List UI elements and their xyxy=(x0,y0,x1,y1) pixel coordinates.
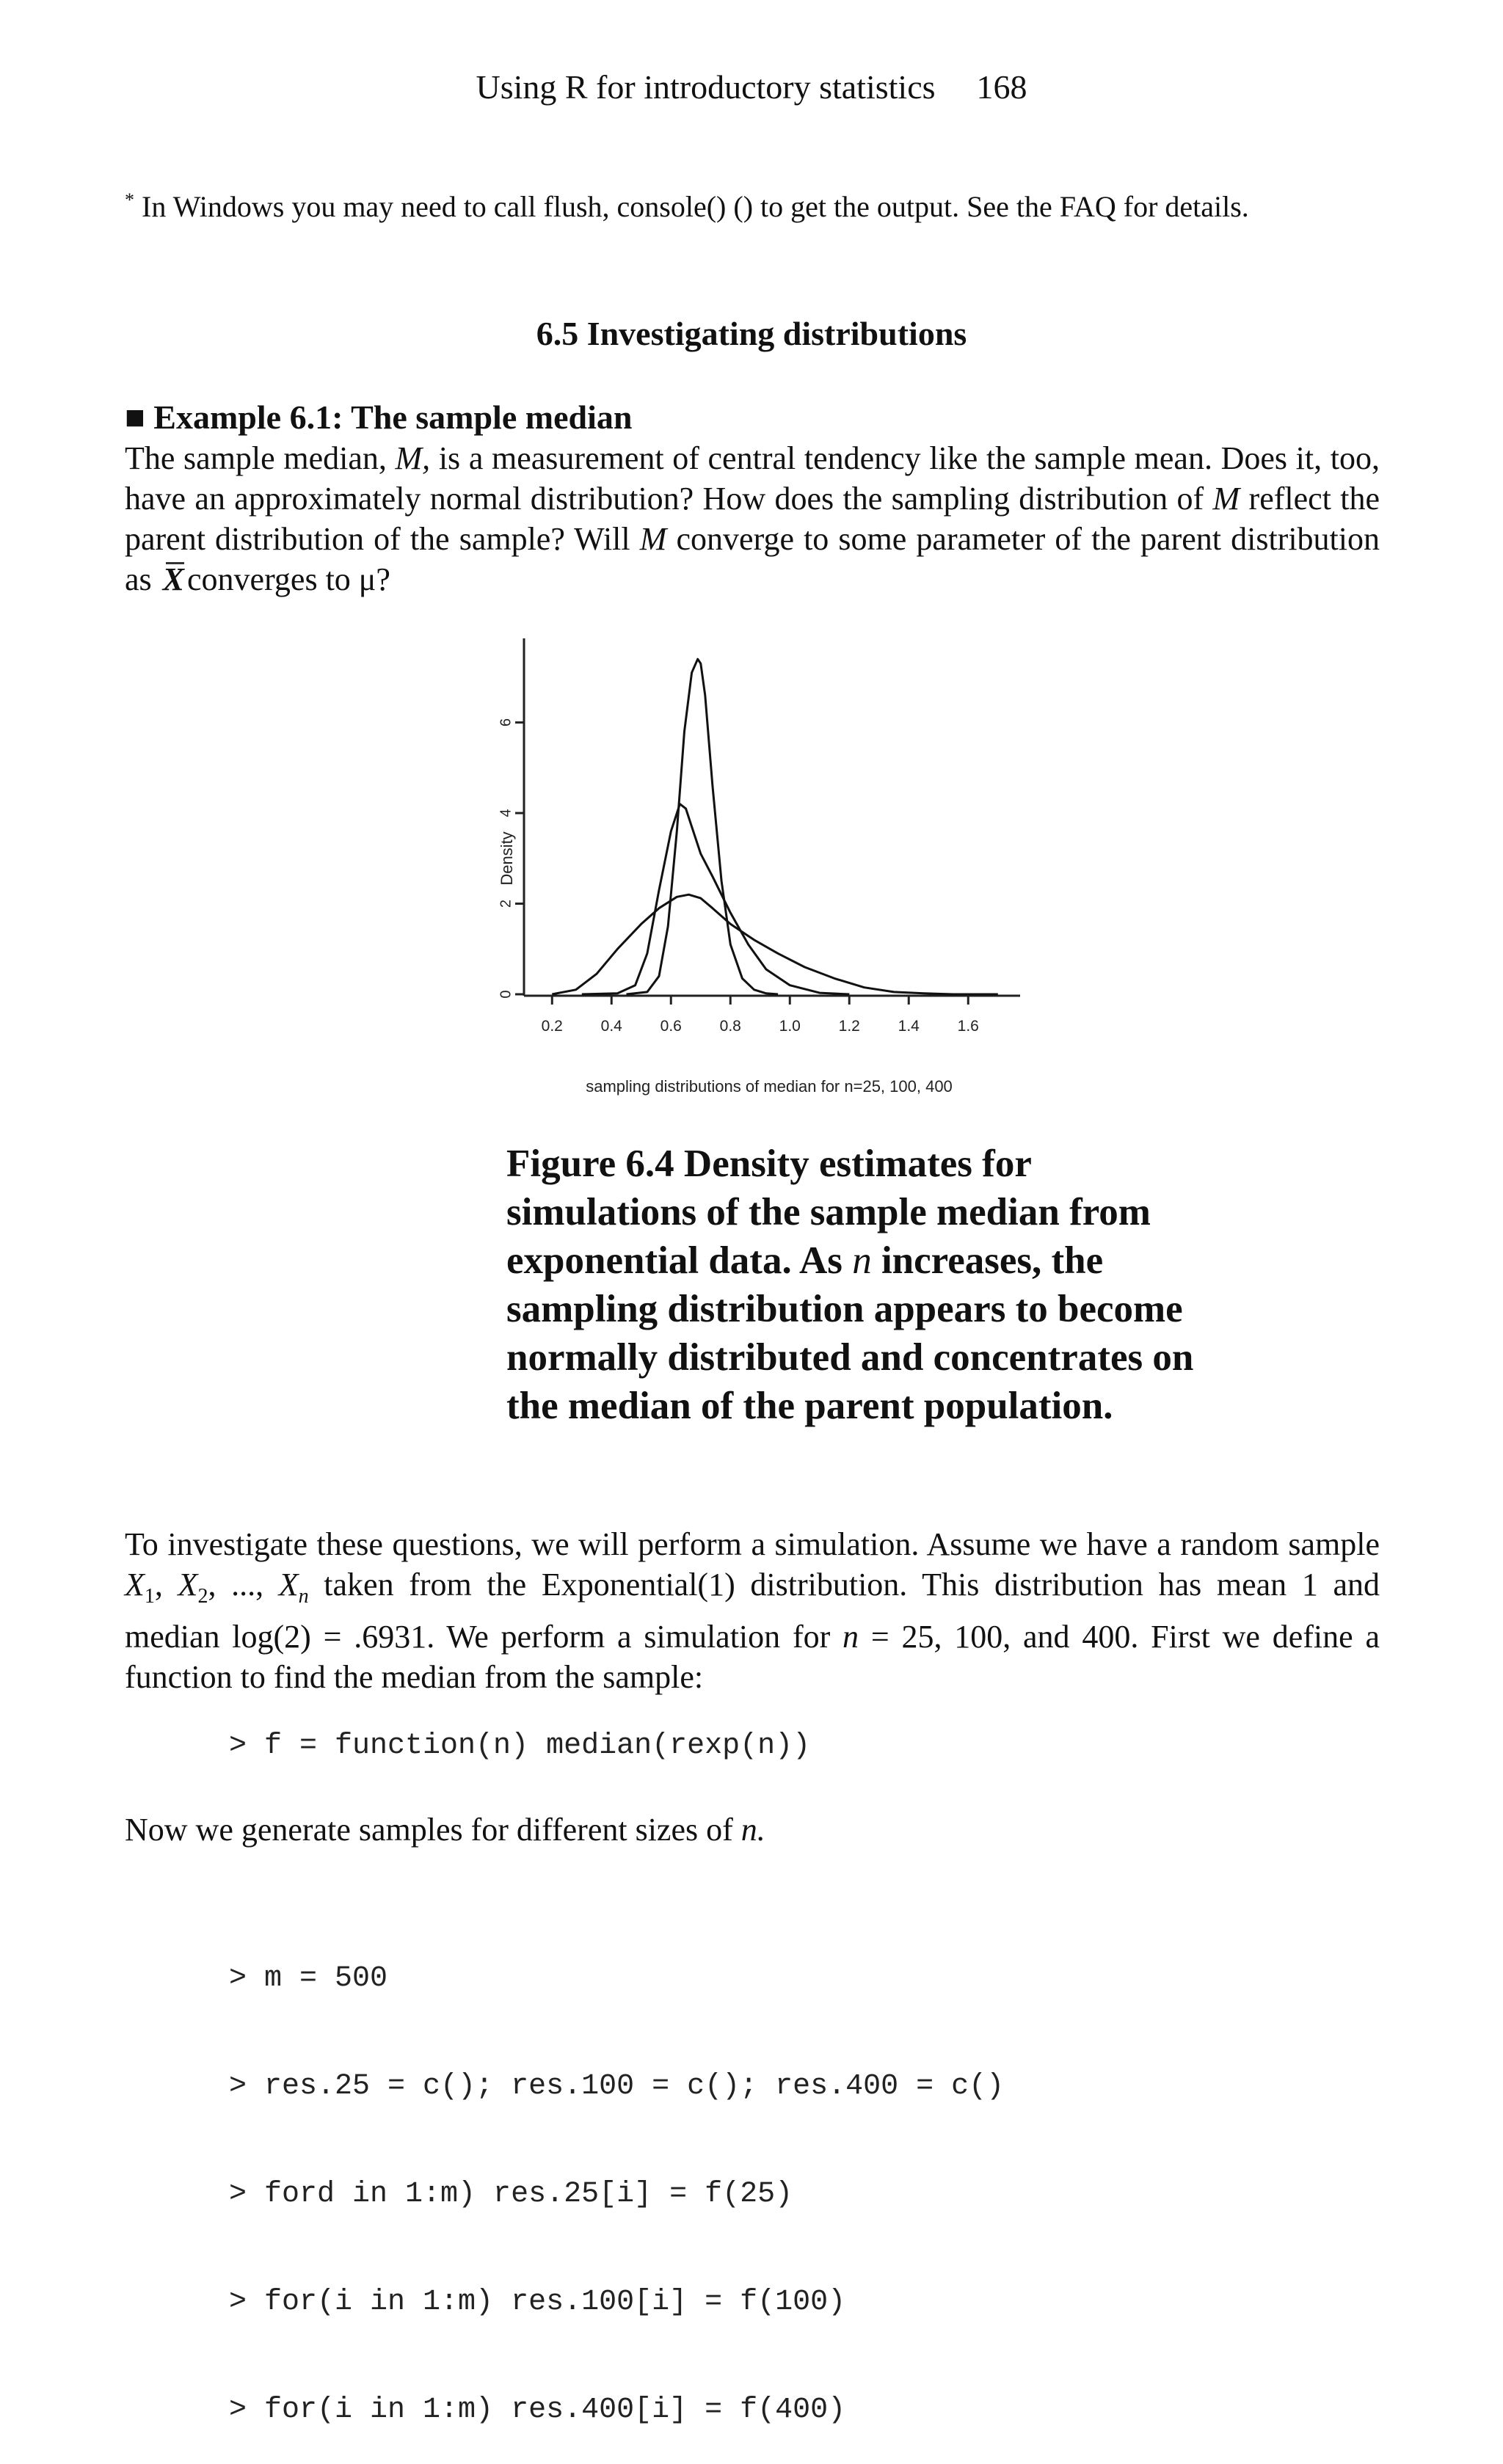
square-bullet-icon: ■ xyxy=(125,398,145,436)
math-var: n xyxy=(852,1239,872,1282)
paragraph-simulation xyxy=(125,1524,1380,1697)
subscript: 2 xyxy=(197,1584,208,1608)
y-tick-label: 0 xyxy=(498,990,514,999)
text-run: converge to some parameter of the parent distribution as xyxy=(125,521,1380,597)
running-title: Using R for introductory statistics xyxy=(476,68,936,106)
footnote-marker: * xyxy=(125,189,134,211)
y-tick-label: 4 xyxy=(498,809,514,817)
code-block-simulation xyxy=(229,1889,1004,2464)
x-tick-label: 0.4 xyxy=(600,1018,622,1035)
subscript: 1 xyxy=(144,1584,155,1608)
text-run: , xyxy=(154,1567,178,1603)
text-run: taken from the Exponential(1) distribution. This distribution has mean 1 and median log(2) = .6931. We perform a simulation for xyxy=(125,1567,1380,1655)
caption-text: increases, the sampling distribution appears to become normally distributed and concentrates on the median of the parent population. xyxy=(506,1239,1194,1427)
x-tick-label: 1.2 xyxy=(838,1018,860,1035)
text-run: Now we generate samples for different sizes of xyxy=(125,1812,741,1848)
math-var: M, xyxy=(395,440,431,476)
x-tick-label: 1.0 xyxy=(779,1018,801,1035)
text-run: converges to μ? xyxy=(187,561,390,597)
example-heading xyxy=(125,398,632,437)
y-tick-label: 6 xyxy=(498,718,514,727)
x-tick-label: 1.6 xyxy=(957,1018,979,1035)
math-var: X xyxy=(178,1567,198,1603)
text-run: reflect the parent distribution of the sample? Will xyxy=(125,481,1380,557)
code-line: > for(i in 1:m) res.100[i] = f(100) xyxy=(229,2286,846,2319)
code-line: > res.25 = c(); res.100 = c(); res.400 = c() xyxy=(229,2070,1005,2103)
subscript: n xyxy=(298,1584,309,1608)
text-run: , ..., xyxy=(208,1567,279,1603)
math-var: M xyxy=(639,521,667,557)
x-bar-symbol: X xyxy=(163,559,184,599)
x-tick-label: 0.2 xyxy=(541,1018,563,1035)
math-var: X xyxy=(125,1567,145,1603)
text-run: is a measurement of central tendency like the sample mean. Does it, too, have an approximately normal distribution? How does the sampling distribution of xyxy=(125,440,1380,517)
paragraph-generate xyxy=(125,1811,765,1848)
code-line: > ford in 1:m) res.25[i] = f(25) xyxy=(229,2178,793,2211)
y-axis-label: Density xyxy=(498,831,516,886)
example-title: Example 6.1: The sample median xyxy=(153,398,633,436)
code-block-function xyxy=(229,1728,810,1764)
page-header xyxy=(0,68,1503,106)
text-run: The sample median, xyxy=(125,440,396,476)
x-tick-label: 0.8 xyxy=(719,1018,741,1035)
math-var: n. xyxy=(740,1812,765,1848)
density-curve-n-25 xyxy=(552,894,998,994)
math-var: n xyxy=(843,1618,859,1655)
code-line: > f = function(n) median(rexp(n)) xyxy=(229,1729,811,1763)
x-axis-label: sampling distributions of median for n=25, 100, 400 xyxy=(586,1077,953,1096)
caption-text: Figure 6.4 Density estimates for simulations of the sample median from exponential data. As xyxy=(506,1142,1151,1282)
page-number: 168 xyxy=(976,68,1027,106)
code-line: > m = 500 xyxy=(229,1962,388,1995)
footnote-text: In Windows you may need to call flush, console() () to get the output. See the FAQ for details. xyxy=(142,190,1249,223)
paragraph-intro xyxy=(125,438,1380,599)
text-run: = 25, 100, and 400. First we define a function to find the median from the sample: xyxy=(125,1618,1380,1695)
x-tick-label: 1.4 xyxy=(898,1018,920,1035)
chart-plot-area xyxy=(498,638,1020,1035)
density-curve-n-100 xyxy=(582,804,850,994)
math-var: X xyxy=(278,1567,299,1603)
text-run: To investigate these questions, we will perform a simulation. Assume we have a random sample xyxy=(125,1526,1380,1562)
footnote xyxy=(125,189,1249,224)
y-tick-label: 2 xyxy=(498,899,514,908)
density-chart xyxy=(455,638,1042,1108)
section-title: 6.5 Investigating distributions xyxy=(536,315,967,352)
x-tick-label: 0.6 xyxy=(660,1018,682,1035)
code-line: > for(i in 1:m) res.400[i] = f(400) xyxy=(229,2394,846,2427)
figure-caption xyxy=(506,1140,1211,1430)
math-var: M xyxy=(1212,481,1240,517)
